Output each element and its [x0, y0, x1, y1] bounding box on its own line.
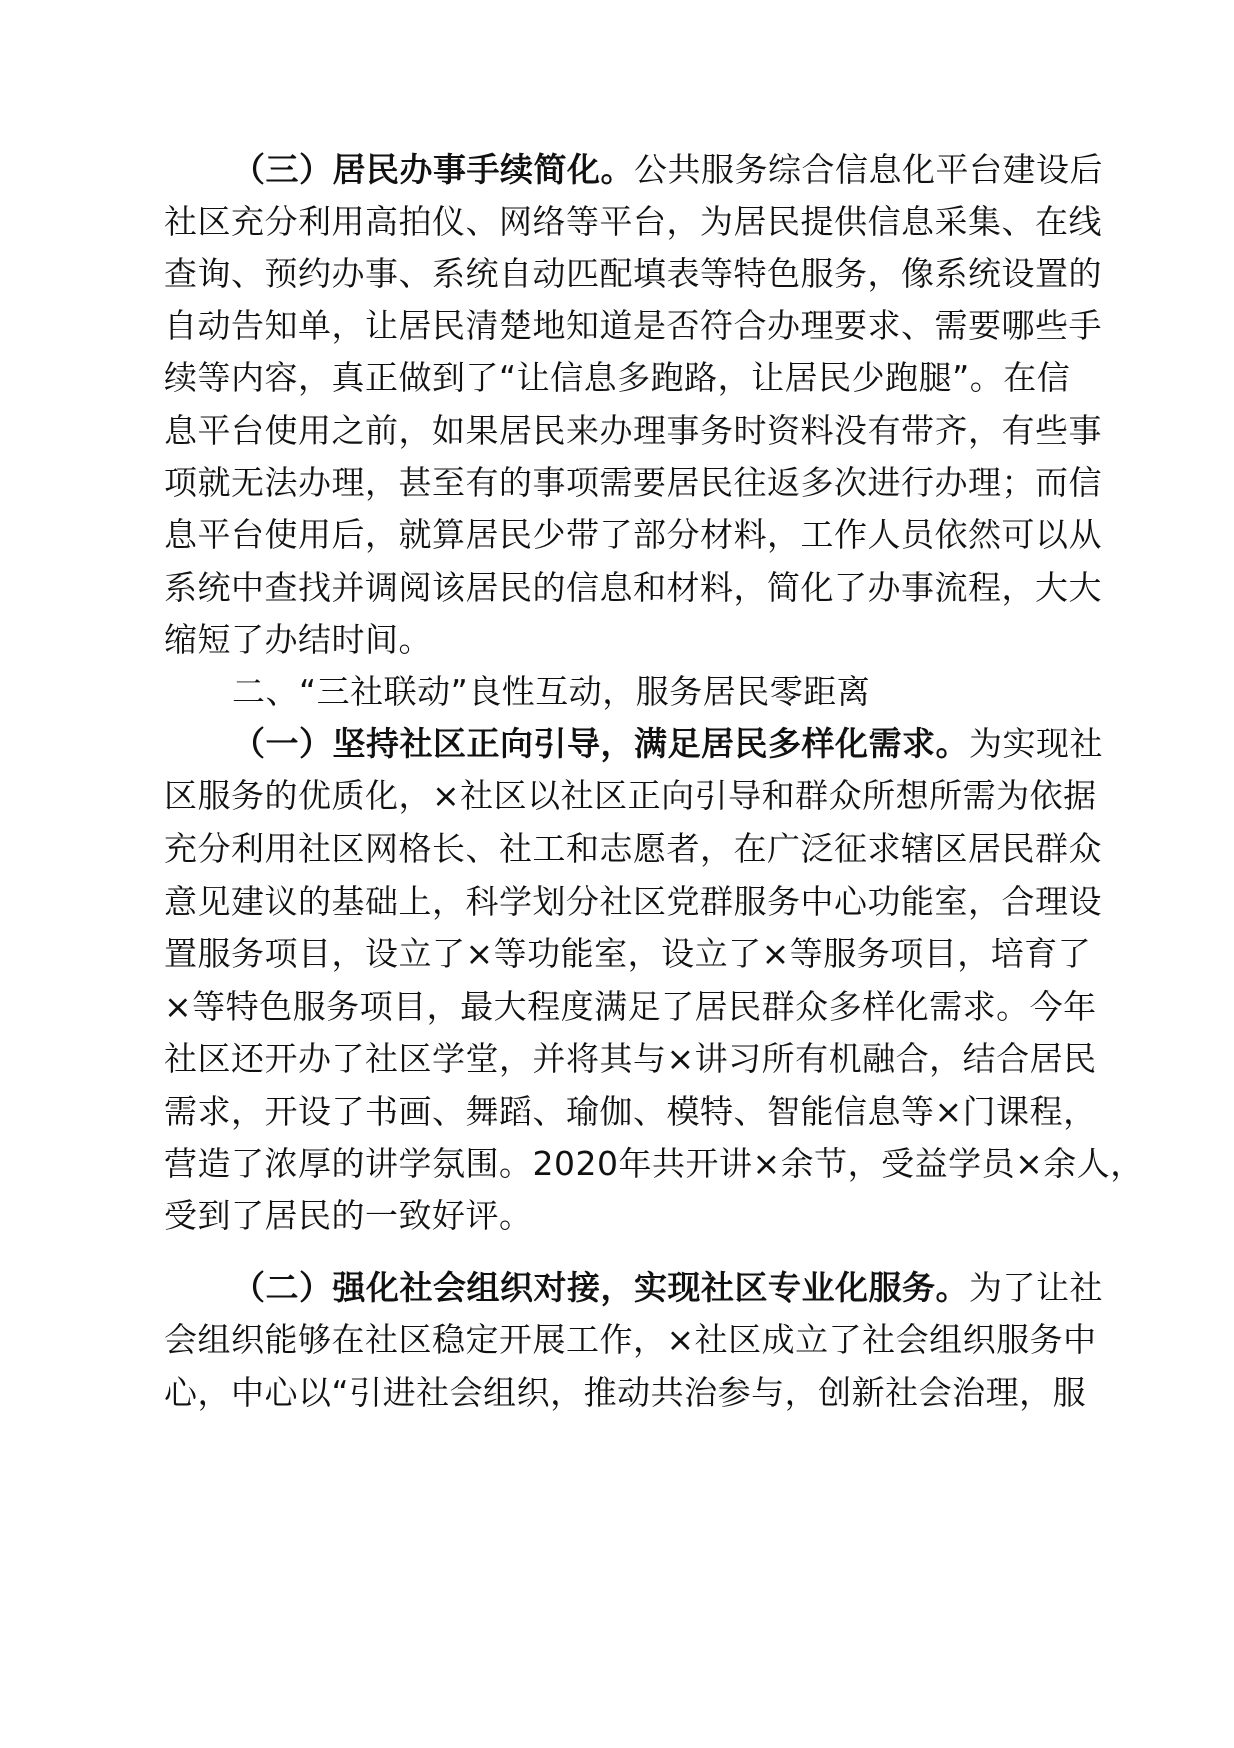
- para1-line-8: 系统中查找并调阅该居民的信息和材料，简化了办事流程，大大: [164, 568, 1102, 607]
- para1-line-1: 社区充分利用高拍仪、网络等平台，为居民提供信息采集、在线: [164, 202, 1102, 241]
- para2-line-0: [232, 722, 1182, 766]
- para2-line-6: 社区还开办了社区学堂，并将其与×讲习所有机融合，结合居民: [164, 1039, 1097, 1078]
- para3-line-1: 会组织能够在社区稳定开展工作，×社区成立了社会组织服务中: [164, 1320, 1097, 1359]
- para2-line-7: 需求，开设了书画、舞蹈、瑜伽、模特、智能信息等×门课程，: [164, 1092, 1097, 1131]
- para3-heading: （二）强化社会组织对接，实现社区专业化服务。: [232, 1268, 969, 1307]
- para2-heading: （一）坚持社区正向引导，满足居民多样化需求。: [232, 724, 969, 763]
- para3-line-0: [232, 1266, 1182, 1310]
- para1-line-9: 缩短了办结时间。: [164, 620, 432, 659]
- para2-line-2: 充分利用社区网格长、社工和志愿者，在广泛征求辖区居民群众: [164, 829, 1102, 868]
- para1-line-4: 续等内容，真正做到了“让信息多跑路，让居民少跑腿”。在信: [164, 358, 1071, 397]
- para2-line-8: 营造了浓厚的讲学氛围。2020年共开讲×余节，受益学员×余人，: [164, 1144, 1144, 1183]
- para2-line-4: 置服务项目，设立了×等功能室，设立了×等服务项目，培育了: [164, 934, 1092, 973]
- section-2-title: 二、“三社联动”良性互动，服务居民零距离: [232, 672, 871, 711]
- para1-line-6: 项就无法办理，甚至有的事项需要居民往返多次进行办理；而信: [164, 463, 1102, 502]
- para2-text: 为实现社: [969, 724, 1103, 763]
- para1-line-7: 息平台使用后，就算居民少带了部分材料，工作人员依然可以从: [164, 515, 1102, 554]
- para2-line-3: 意见建议的基础上，科学划分社区党群服务中心功能室，合理设: [164, 882, 1102, 921]
- para2-line-1: 区服务的优质化，×社区以社区正向引导和群众所想所需为依据: [164, 776, 1097, 815]
- para3-line-2: 心，中心以“引进社会组织，推动共治参与，创新社会治理，服: [164, 1373, 1087, 1412]
- para1-line-0: [232, 148, 1182, 192]
- para2-line-5: ×等特色服务项目，最大程度满足了居民群众多样化需求。今年: [164, 987, 1097, 1026]
- para3-text: 为了让社: [969, 1268, 1103, 1307]
- para1-line-3: 自动告知单，让居民清楚地知道是否符合办理要求、需要哪些手: [164, 306, 1102, 345]
- para1-line-2: 查询、预约办事、系统自动匹配填表等特色服务，像系统设置的: [164, 254, 1102, 293]
- para1-line-5: 息平台使用之前，如果居民来办理事务时资料没有带齐，有些事: [164, 411, 1102, 450]
- para1-text: 公共服务综合信息化平台建设后: [634, 150, 1103, 189]
- para1-heading: （三）居民办事手续简化。: [232, 150, 634, 189]
- para2-line-9: 受到了居民的一致好评。: [164, 1196, 533, 1235]
